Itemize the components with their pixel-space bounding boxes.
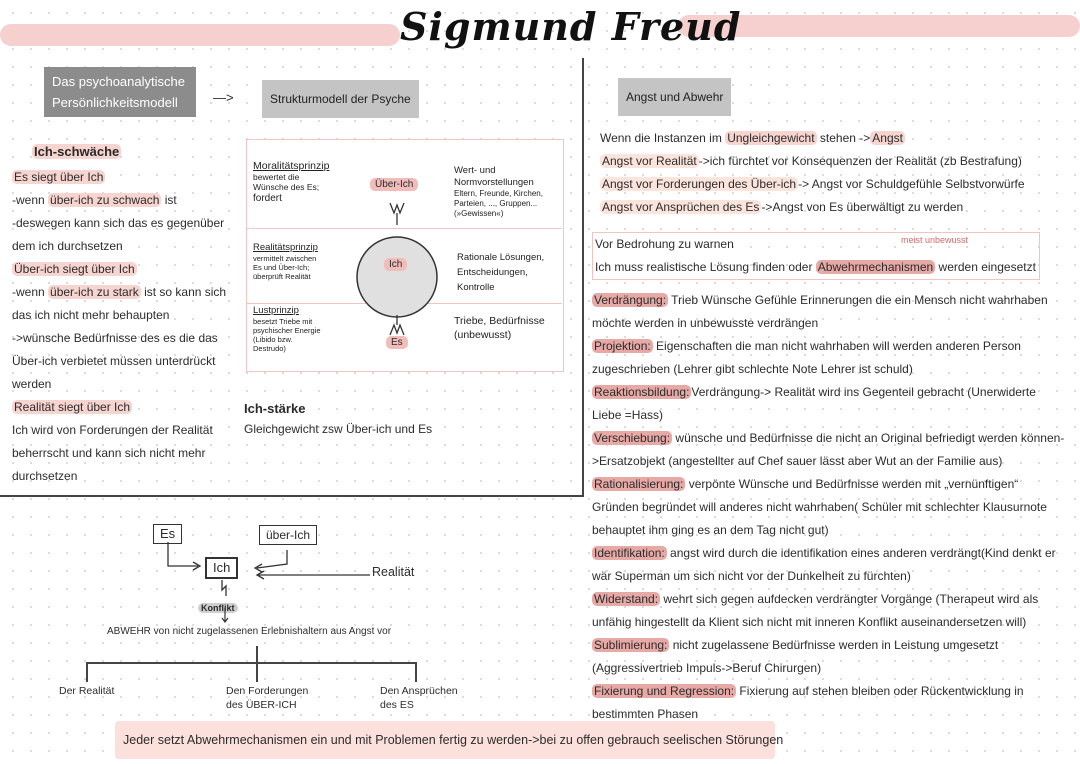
left-line-3: -deswegen kann sich das es gegenüber: [12, 216, 225, 230]
fear-line-3: Angst vor Ansprüchen des Es ->Angst von Es überwältigt zu werden: [602, 200, 964, 214]
mechanism-widerstand: Widerstand: wehrt sich gegen aufdecken verdrängter Vorgänge (Therapeut wird als unfähig hingestellt da Klient sich nicht mit inneren Konflikt auseinandersetzen will): [592, 592, 1039, 629]
branch-left: [86, 662, 88, 682]
mechanism-sublimierung: Sublimierung: nicht zugelassene Bedürfnisse werden in Leistung umgesetzt (Aggressivertrieb Impuls->Beruf Chirurgen): [592, 638, 999, 675]
left-line-14: durchsetzen: [12, 469, 78, 483]
moral-title: Moralitätsprinzip: [253, 160, 330, 172]
right-column: [592, 127, 1070, 219]
lower-abwehr: ABWEHR von nicht zugelassenen Erlebnishaltern aus Angst vor: [107, 626, 392, 637]
frame-horizontal: [0, 495, 584, 497]
structure-diagram: [246, 139, 564, 372]
left-line-2: -wenn über-ich zu schwach ist: [12, 193, 177, 207]
model-box-line-2: Persönlichkeitsmodell: [52, 95, 178, 110]
warning-note: meist unbewusst: [901, 235, 969, 245]
left-line-7: das ich nicht mehr behaupten: [12, 308, 170, 322]
mechanism-reaktionsbildung: Reaktionsbildung: Verdrängung-> Realität wird ins Gegenteil gebracht (Unerwiderte Liebe =Hass): [592, 385, 1036, 422]
mechanism-verschiebung: Verschiebung: wünsche und Bedürfnisse die nicht an Original befriedigt werden können- >Ersatzobjekt (angestellter auf Chef sauer lässt aber Wut an der Familie aus): [592, 431, 1065, 468]
left-line-es-siegt: Es siegt über Ich: [14, 170, 104, 184]
left-line-9: Über-ich verbietet müssen unterdrückt: [12, 354, 216, 368]
model-box: [44, 67, 196, 117]
moral-block: Moralitätsprinzip bewertet die Wünsche des Es; fordert: [253, 160, 330, 204]
left-line-ueberich-siegt: Über-ich siegt über Ich: [14, 262, 135, 276]
page-title: Sigmund Freud: [400, 4, 742, 49]
branch-horizontal: [86, 662, 416, 664]
ich-staerke-text: Gleichgewicht zsw Über-ich und Es: [244, 422, 433, 436]
lower-ich-box: Ich: [205, 557, 238, 579]
konflikt-arrow: [220, 608, 230, 624]
mechanism-projektion: Projektion: Eigenschaften die man nicht wahrhaben will werden anderen Person zugeschrieben (Lehrer gibt schlechte Note Lehrer ist schuld): [592, 339, 1021, 376]
es-pill: Es: [386, 336, 408, 349]
right-block-3: Triebe, Bedürfnisse (unbewusst): [454, 315, 545, 341]
fear-box: Angst und Abwehr: [618, 78, 731, 116]
left-text: [12, 166, 240, 488]
warning-line-1: Vor Bedrohung zu warnen: [595, 237, 734, 251]
mechanism-fixierung: Fixierung und Regression: Fixierung auf stehen bleiben oder Rückentwicklung in bestimmten Phasen: [592, 684, 1024, 721]
right-block-2: Rationale Lösungen, Entscheidungen, Kontrolle: [457, 252, 545, 293]
intro-line: Wenn die Instanzen im Ungleichgewicht stehen -> Angst: [600, 131, 903, 145]
footer-text: Jeder setzt Abwehrmechanismen ein und mit Problemen fertig zu werden->bei zu offen gebrauch seelischen Störungen: [123, 733, 784, 747]
lust-block: Lustprinzip besetzt Triebe mit psychischer Energie (Libido bzw. Destrudo): [253, 305, 321, 353]
branch-label-ansprueche: Den Ansprüchen des ES: [380, 685, 458, 711]
left-line-8: ->wünsche Bedürfnisse des es die das: [12, 331, 218, 345]
real-block: Realitätsprinzip vermittelt zwischen Es und Über-Ich; überprüft Realität: [253, 242, 318, 281]
header-arrow: —>: [213, 90, 234, 105]
mechanism-rationalisierung: Rationalisierung: verpönte Wünsche und Bedürfnisse werden mit „vernünftigen“ Gründen begründet will anderes nicht wahrhaben( Schüler mit schlechter Klausurnote behauptet ihm ging es an dem Tag nicht gut): [592, 477, 1047, 537]
mechanism-verdraengung: Verdrängung: Trieb Wünsche Gefühle Erinnerungen die ein Mensch nicht wahrhaben möchte werden in unbewusste verdrängen: [592, 293, 1048, 330]
ich-pill: Ich: [384, 258, 407, 271]
lower-konflikt: Konflikt: [198, 598, 238, 616]
right-block-1: Wert- und Normvorstellungen Eltern, Freunde, Kirchen, Parteien, ..., Gruppen... (»Gewissen«): [454, 165, 543, 218]
real-title: Realitätsprinzip: [253, 242, 318, 253]
lower-arrows-svg: [160, 540, 380, 620]
branch-label-realitaet: Der Realität: [59, 685, 115, 697]
frame-vertical: [582, 58, 584, 496]
lust-title: Lustprinzip: [253, 305, 299, 316]
left-line-13: beherrscht und kann sich nicht mehr: [12, 446, 206, 460]
mechanisms-list: [592, 289, 1070, 726]
left-line-4: dem ich durchsetzen: [12, 239, 123, 253]
structure-box: Strukturmodell der Psyche: [262, 80, 419, 118]
warning-line-2: Ich muss realistische Lösung finden oder Abwehrmechanismen werden eingesetzt: [595, 260, 1036, 274]
branch-top: [256, 646, 258, 662]
lower-es-box: Es: [153, 524, 182, 544]
model-box-line-1: Das psychoanalytische: [52, 74, 185, 89]
warning-box: [592, 232, 1040, 280]
mechanism-identifikation: Identifikation: angst wird durch die identifikation eines anderen verdrängt(Kind denkt er wär Superman um sich nicht vor der Dunkelheit zu fürchten): [592, 546, 1056, 583]
ich-staerke-label: Ich-stärke: [244, 401, 306, 416]
branch-right: [415, 662, 417, 682]
ich-schwaeche-label: Ich-schwäche: [34, 144, 120, 159]
fear-line-1: Angst vor Realität ->ich fürchtet vor Konsequenzen der Realität (zb Bestrafung): [602, 154, 1022, 168]
lower-ueberich-box: über-Ich: [259, 525, 317, 545]
left-line-6: -wenn über-ich zu stark ist so kann sich: [12, 285, 227, 299]
branch-label-forderungen: Den Forderungen des ÜBER-ICH: [226, 685, 309, 711]
branch-mid: [256, 662, 258, 682]
left-line-realitaet-siegt: Realität siegt über Ich: [14, 400, 131, 414]
ueber-ich-pill: Über-Ich: [370, 178, 418, 191]
left-line-12: Ich wird von Forderungen der Realität: [12, 423, 213, 437]
lower-realitaet: Realität: [372, 565, 415, 579]
fear-line-2: Angst vor Forderungen des Über-ich -> Angst vor Schuldgefühle Selbstvorwürfe: [602, 177, 1025, 191]
header-band-left: [0, 24, 400, 46]
left-line-10: werden: [12, 377, 52, 391]
